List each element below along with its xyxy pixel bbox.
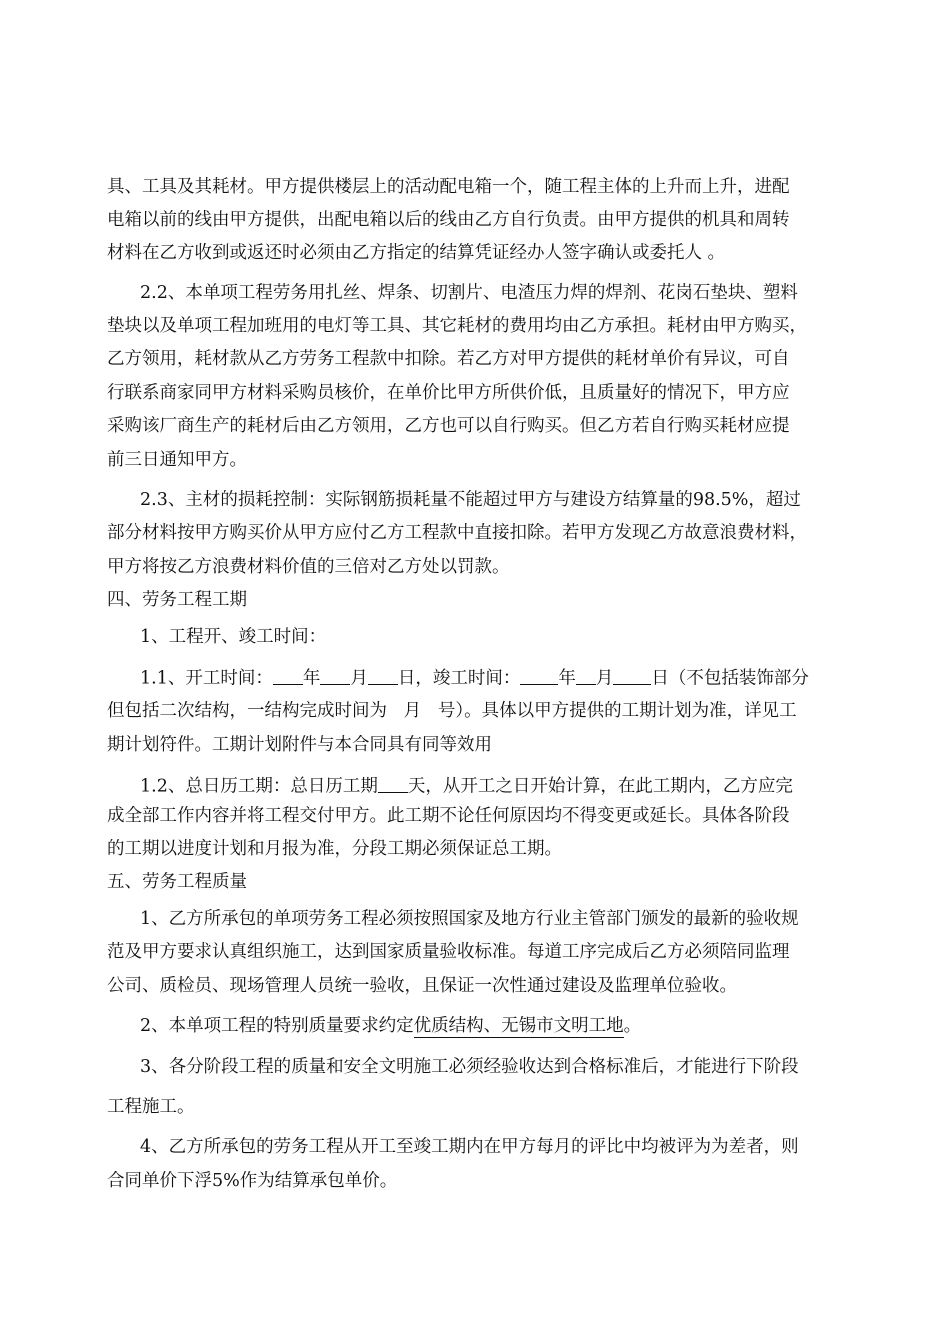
duration-prefix: 1.2、总日历工期：总日历工期 bbox=[140, 776, 378, 797]
quality-clause-2 bbox=[140, 1018, 641, 1036]
text-line: 甲方将按乙方浪费材料价值的三倍对乙方处以罚款。 bbox=[107, 557, 510, 577]
quality-prefix: 2、本单项工程的特别质量要求约定 bbox=[140, 1016, 414, 1036]
end-day-blank bbox=[613, 666, 651, 685]
start-year-blank bbox=[273, 666, 303, 685]
month-label: 月 bbox=[595, 668, 614, 689]
quality-requirement: 优质结构、无锡市文明工地 bbox=[413, 1016, 624, 1036]
text-line: 采购该厂商生产的耗材后由乙方领用，乙方也可以自行购买。但乙方若自行购买耗材应提 bbox=[107, 416, 790, 436]
year-label: 年 bbox=[302, 668, 321, 689]
schedule-line bbox=[140, 666, 809, 688]
clause-2-3: 2.3、主材的损耗控制：实际钢筋损耗量不能超过甲方与建设方结算量的98.5%，超过 bbox=[140, 490, 801, 510]
start-month-blank bbox=[320, 666, 350, 685]
text-line: 电箱以前的线由甲方提供，出配电箱以后的线由乙方自行负责。由甲方提供的机具和周转 bbox=[107, 210, 790, 230]
text-line: 乙方领用，耗材款从乙方劳务工程款中扣除。若乙方对甲方提供的耗材单价有异议，可自 bbox=[107, 349, 790, 369]
text-line: 成全部工作内容并将工程交付甲方。此工期不论任何原因均不得变更或延长。具体各阶段 bbox=[107, 806, 790, 826]
duration-line bbox=[140, 774, 793, 796]
text-line: 前三日通知甲方。 bbox=[107, 450, 247, 470]
text-line: 部分材料按甲方购买价从甲方应付乙方工程款中直接扣除。若甲方发现乙方故意浪费材料， bbox=[107, 523, 807, 543]
section-heading-5: 五、劳务工程质量 bbox=[107, 872, 247, 892]
text-line: 行联系商家同甲方材料采购员核价，在单价比甲方所供价低，且质量好的情况下，甲方应 bbox=[107, 383, 790, 403]
text-line: 范及甲方要求认真组织施工，达到国家质量验收标准。每道工序完成后乙方必须陪同监理 bbox=[107, 942, 790, 962]
text-line: 但包括二次结构，一结构完成时间为 月 号）。具体以甲方提供的工期计划为准，详见工 bbox=[107, 701, 797, 721]
day-label: 日（不包括装饰部分 bbox=[651, 668, 809, 689]
text-line: 的工期以进度计划和月报为准，分段工期必须保证总工期。 bbox=[107, 839, 562, 859]
start-day-blank bbox=[368, 666, 398, 685]
clause-2-2: 2.2、本单项工程劳务用扎丝、焊条、切割片、电渣压力焊的焊剂、花岗石垫块、塑料 bbox=[140, 283, 798, 303]
text-line: 合同单价下浮5%作为结算承包单价。 bbox=[107, 1171, 398, 1191]
end-month-blank bbox=[576, 666, 596, 685]
duration-blank bbox=[378, 774, 408, 793]
quality-clause-3: 3、各分阶段工程的质量和安全文明施工必须经验收达到合格标准后，才能进行下阶段 bbox=[140, 1057, 799, 1077]
quality-clause-4: 4、乙方所承包的劳务工程从开工至竣工期内在甲方每月的评比中均被评为为差者，则 bbox=[140, 1137, 799, 1157]
section-heading-4: 四、劳务工程工期 bbox=[107, 590, 247, 610]
clause-1: 1、工程开、竣工时间： bbox=[140, 627, 327, 647]
end-year-blank bbox=[520, 666, 558, 685]
schedule-prefix: 1.1、开工时间： bbox=[140, 668, 273, 689]
quality-suffix: 。 bbox=[623, 1016, 642, 1036]
text-line: 工程施工。 bbox=[107, 1097, 195, 1117]
text-line: 具、工具及其耗材。甲方提供楼层上的活动配电箱一个，随工程主体的上升而上升，进配 bbox=[107, 177, 790, 197]
day-label: 日，竣工时间： bbox=[397, 668, 521, 689]
quality-clause-1: 1、乙方所承包的单项劳务工程必须按照国家及地方行业主管部门颁发的最新的验收规 bbox=[140, 909, 799, 929]
year-label: 年 bbox=[558, 668, 576, 689]
text-line: 公司、质检员、现场管理人员统一验收，且保证一次性通过建设及监理单位验收。 bbox=[107, 976, 737, 996]
text-line: 期计划符件。工期计划附件与本合同具有同等效用 bbox=[107, 735, 492, 755]
text-line: 垫块以及单项工程加班用的电灯等工具、其它耗材的费用均由乙方承担。耗材由甲方购买， bbox=[107, 316, 807, 336]
duration-suffix: 天，从开工之日开始计算，在此工期内，乙方应完 bbox=[407, 776, 793, 797]
text-line: 材料在乙方收到或返还时必须由乙方指定的结算凭证经办人签字确认或委托人 。 bbox=[107, 243, 726, 263]
month-label: 月 bbox=[350, 668, 368, 689]
